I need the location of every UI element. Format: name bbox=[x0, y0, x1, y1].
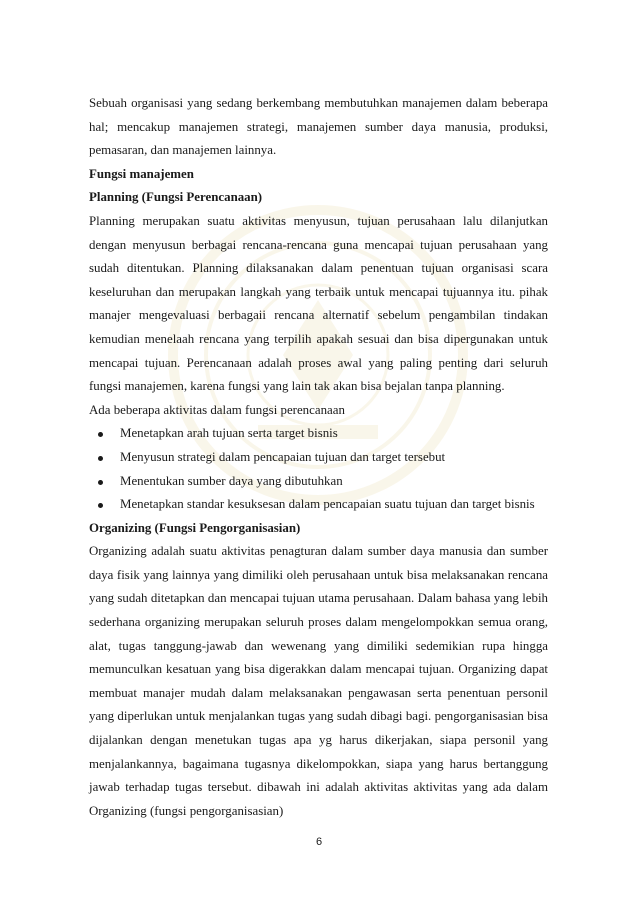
planning-activities-list bbox=[89, 422, 548, 516]
planning-list-intro: Ada beberapa aktivitas dalam fungsi perencanaan bbox=[89, 402, 345, 417]
intro-paragraph: Sebuah organisasi yang sedang berkembang membutuhkan manajemen dalam beberapa hal; mencakup manajemen strategi, manajemen sumber daya manusia, produksi, pemasaran, dan manajemen lainnya. bbox=[89, 96, 548, 158]
list-item bbox=[89, 446, 548, 470]
planning-heading: Planning (Fungsi Perencanaan) bbox=[89, 190, 263, 205]
organizing-heading: Organizing (Fungsi Pengorganisasian) bbox=[89, 520, 301, 535]
bullet-icon bbox=[98, 432, 103, 437]
list-item bbox=[89, 493, 548, 517]
organizing-paragraph: Organizing adalah suatu aktivitas penagturan dalam sumber daya manusia dan sumber daya fisik yang lainnya yang dimiliki oleh perusahaan untuk bisa melaksanakan rencana yang sudah ditetapkan dan mencapai tujuan utama perusahaan. Dalam bahasa yang lebih sederhana organizing merupakan seluruh proses dalam mengelompokkan semua orang, alat, tugas tanggung-jawab dan wewenang yang dimiliki sedemikian rupa hingga memunculkan kesatuan yang bisa digerakkan dalam mencapai tujuan. Organizing dapat membuat manajer mudah dalam melaksanakan pengawasan serta penentuan personil yang diperlukan untuk menjalankan tugas yang sudah dibagi bagi. pengorganisasian bisa dijalankan dengan menetukan tugas apa yg harus dikerjakan, siapa personil yang menjalankannya, bagaimana tugasnya dikelompokkan, siapa yang harus bertanggung jawab terhadap tugas tersebut. dibawah ini adalah aktivitas aktivitas yang ada dalam Organizing (fungsi pengorganisasian) bbox=[89, 544, 548, 818]
document-body bbox=[89, 92, 548, 823]
page-number: 6 bbox=[315, 836, 323, 848]
section-heading: Fungsi manajemen bbox=[89, 166, 194, 181]
bullet-icon bbox=[98, 503, 103, 508]
list-item bbox=[89, 422, 548, 446]
list-item-text: Menetapkan standar kesuksesan dalam pencapaian suatu tujuan dan target bisnis bbox=[120, 497, 535, 512]
list-item-text: Menentukan sumber daya yang dibutuhkan bbox=[120, 473, 343, 488]
list-item-text: Menetapkan arah tujuan serta target bisnis bbox=[120, 426, 338, 441]
list-item-text: Menyusun strategi dalam pencapaian tujuan dan target tersebut bbox=[120, 449, 446, 464]
list-item bbox=[89, 470, 548, 494]
bullet-icon bbox=[98, 456, 103, 461]
planning-paragraph: Planning merupakan suatu aktivitas menyusun, tujuan perusahaan lalu dilanjutkan dengan menyusun berbagai rencana-rencana guna mencapai tujuan perusahaan yang sudah ditentukan. Planning dilaksanakan dalam penentuan tujuan organisasi scara keseluruhan dan merupakan langkah yang terbaik untuk mencapai tujuannya itu. pihak manajer mengevaluasi berbagaii rencana alternatif sebelum pengambilan tindakan kemudian menelaah rencana yang terpilih apakah sesuai dan bisa dipergunakan untuk mencapai tujuan. Perencanaan adalah proses awal yang paling penting dari seluruh fungsi manajemen, karena fungsi yang lain tak akan bisa bejalan tanpa planning. bbox=[89, 213, 548, 394]
bullet-icon bbox=[98, 480, 103, 485]
